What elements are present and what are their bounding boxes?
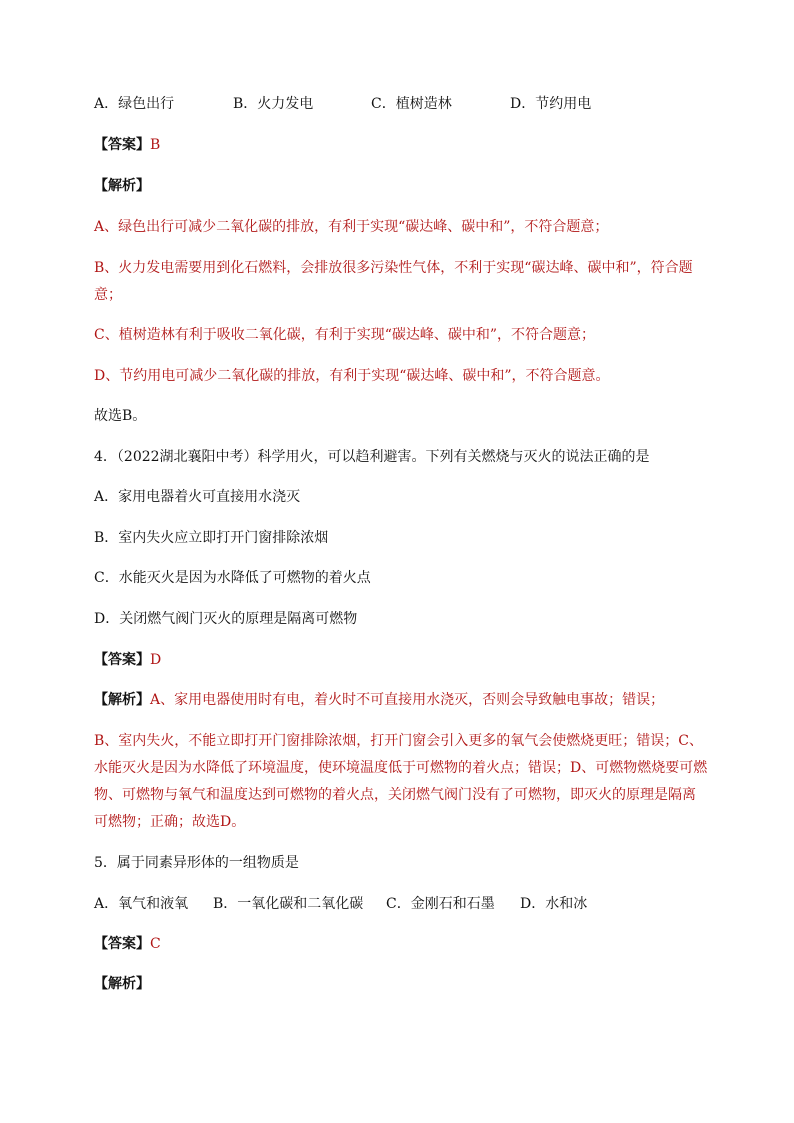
q5-answer bbox=[94, 931, 714, 958]
q3-analysis-line: 意； bbox=[94, 287, 122, 303]
q5-option-b: B．一氧化碳和二氧化碳 bbox=[213, 896, 364, 912]
q5-option-c: C．金刚石和石墨 bbox=[386, 896, 495, 912]
q3-conclusion: 故选B。 bbox=[94, 408, 147, 424]
answer-value: D bbox=[150, 652, 162, 668]
q3-option-c: C．植树造林 bbox=[371, 96, 452, 112]
answer-label: 【答案】 bbox=[94, 652, 150, 668]
q4-analysis-line: 物、可燃物与氧气和温度达到可燃物的着火点，关闭燃气阀门没有了可燃物，即灭火的原理是隔离 bbox=[94, 787, 696, 803]
q4-analysis-first bbox=[94, 687, 714, 714]
q4-analysis-line: 水能灭火是因为水降低了环境温度，使环境温度低于可燃物的着火点；错误；D、可燃物燃烧要可燃 bbox=[94, 760, 708, 776]
q4-answer bbox=[94, 647, 714, 674]
q4-option-c: C．水能灭火是因为水降低了可燃物的着火点 bbox=[94, 570, 371, 586]
answer-label: 【答案】 bbox=[94, 137, 150, 153]
analysis-text: A、家用电器使用时有电，着火时不可直接用水浇灭，否则会导致触电事故；错误； bbox=[150, 692, 665, 708]
q4-stem: 4．（2022湖北襄阳中考）科学用火，可以趋利避害。下列有关燃烧与灭火的说法正确的是 bbox=[94, 449, 650, 465]
q3-option-b: B．火力发电 bbox=[233, 96, 314, 112]
q3-options bbox=[94, 91, 714, 118]
q3-analysis-line: D、节约用电可减少二氧化碳的排放，有利于实现“碳达峰、碳中和”，不符合题意。 bbox=[94, 368, 610, 384]
analysis-label: 【解析】 bbox=[94, 692, 150, 708]
q3-option-a: A．绿色出行 bbox=[94, 96, 175, 112]
q4-option-a: A．家用电器着火可直接用水浇灭 bbox=[94, 489, 301, 505]
q3-option-d: D．节约用电 bbox=[510, 96, 592, 112]
q3-analysis-label: 【解析】 bbox=[94, 178, 150, 194]
q4-analysis-line: 可燃物；正确；故选D。 bbox=[94, 814, 246, 830]
q4-analysis-line: B、室内失火，不能立即打开门窗排除浓烟，打开门窗会引入更多的氧气会使燃烧更旺；错误；C、 bbox=[94, 733, 703, 749]
q5-option-a: A．氧气和液氧 bbox=[94, 896, 189, 912]
q3-answer bbox=[94, 132, 714, 159]
q5-option-d: D．水和冰 bbox=[520, 896, 588, 912]
q4-option-b: B．室内失火应立即打开门窗排除浓烟 bbox=[94, 530, 329, 546]
q3-analysis-line: A、绿色出行可减少二氧化碳的排放，有利于实现“碳达峰、碳中和”，不符合题意； bbox=[94, 219, 609, 235]
q5-stem: 5．属于同素异形体的一组物质是 bbox=[94, 855, 299, 871]
q3-analysis-line: B、火力发电需要用到化石燃料，会排放很多污染性气体，不利于实现“碳达峰、碳中和”，符合题 bbox=[94, 260, 693, 276]
q3-analysis-line: C、植树造林有利于吸收二氧化碳，有利于实现“碳达峰、碳中和”，不符合题意； bbox=[94, 327, 596, 343]
answer-label: 【答案】 bbox=[94, 936, 150, 952]
answer-value: B bbox=[150, 137, 161, 153]
q5-options bbox=[94, 891, 714, 918]
q5-analysis-label: 【解析】 bbox=[94, 976, 150, 992]
answer-value: C bbox=[150, 936, 161, 952]
q4-option-d: D．关闭燃气阀门灭火的原理是隔离可燃物 bbox=[94, 611, 358, 627]
